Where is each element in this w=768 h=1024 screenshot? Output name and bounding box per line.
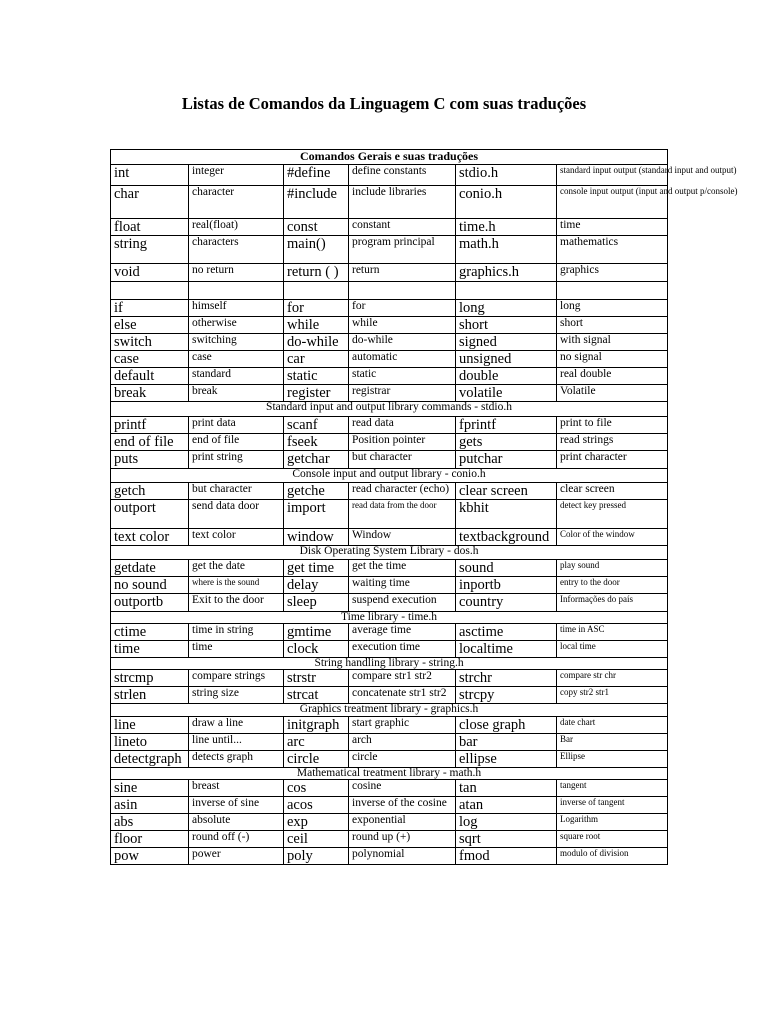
section-title: Standard input and output library commands - stdio.h bbox=[111, 402, 668, 417]
table-row bbox=[111, 831, 668, 848]
translation-3: long bbox=[557, 300, 668, 317]
command-1: puts bbox=[111, 451, 189, 469]
translation-2: program principal bbox=[349, 236, 456, 264]
translation-2: automatic bbox=[349, 351, 456, 368]
command-3: ellipse bbox=[456, 751, 557, 768]
translation-1: switching bbox=[189, 334, 284, 351]
table-row bbox=[111, 814, 668, 831]
command-3: kbhit bbox=[456, 500, 557, 529]
command-2: initgraph bbox=[284, 717, 349, 734]
translation-2: Position pointer bbox=[349, 434, 456, 451]
empty-cell bbox=[111, 282, 189, 300]
translation-3: play sound bbox=[557, 560, 668, 577]
translation-2: read data from the door bbox=[349, 500, 456, 529]
translation-2: cosine bbox=[349, 780, 456, 797]
table-row bbox=[111, 368, 668, 385]
command-2: getche bbox=[284, 483, 349, 500]
command-2: #include bbox=[284, 186, 349, 219]
translation-2: exponential bbox=[349, 814, 456, 831]
command-3: fprintf bbox=[456, 417, 557, 434]
command-1: printf bbox=[111, 417, 189, 434]
command-3: localtime bbox=[456, 641, 557, 658]
table-row bbox=[111, 334, 668, 351]
translation-3: Volatile bbox=[557, 385, 668, 402]
translation-2: static bbox=[349, 368, 456, 385]
table-row bbox=[111, 451, 668, 469]
translation-1: breast bbox=[189, 780, 284, 797]
table-row bbox=[111, 483, 668, 500]
section-row bbox=[111, 658, 668, 670]
translation-2: do-while bbox=[349, 334, 456, 351]
command-2: clock bbox=[284, 641, 349, 658]
command-1: getdate bbox=[111, 560, 189, 577]
command-2: acos bbox=[284, 797, 349, 814]
table-row bbox=[111, 670, 668, 687]
translation-2: define constants bbox=[349, 165, 456, 186]
translation-3: standard input output (standard input and output) bbox=[557, 165, 668, 186]
command-1: strcmp bbox=[111, 670, 189, 687]
translation-2: Window bbox=[349, 529, 456, 546]
translation-3: compare str chr bbox=[557, 670, 668, 687]
translation-3: Logarithm bbox=[557, 814, 668, 831]
command-2: arc bbox=[284, 734, 349, 751]
translation-3: modulo of division bbox=[557, 848, 668, 865]
translation-3: local time bbox=[557, 641, 668, 658]
translation-2: for bbox=[349, 300, 456, 317]
translation-1: no return bbox=[189, 264, 284, 282]
command-2: window bbox=[284, 529, 349, 546]
command-1: case bbox=[111, 351, 189, 368]
command-1: text color bbox=[111, 529, 189, 546]
section-title: Graphics treatment library - graphics.h bbox=[111, 704, 668, 717]
translation-3: clear screen bbox=[557, 483, 668, 500]
command-1: asin bbox=[111, 797, 189, 814]
table-row bbox=[111, 734, 668, 751]
command-2: ceil bbox=[284, 831, 349, 848]
translation-2: circle bbox=[349, 751, 456, 768]
command-1: outport bbox=[111, 500, 189, 529]
command-1: float bbox=[111, 219, 189, 236]
translation-2: start graphic bbox=[349, 717, 456, 734]
command-2: for bbox=[284, 300, 349, 317]
table-row bbox=[111, 594, 668, 612]
section-title: Console input and output library - conio.h bbox=[111, 469, 668, 483]
translation-3: Bar bbox=[557, 734, 668, 751]
table-row bbox=[111, 577, 668, 594]
command-2: get time bbox=[284, 560, 349, 577]
translation-1: where is the sound bbox=[189, 577, 284, 594]
translation-2: but character bbox=[349, 451, 456, 469]
command-3: math.h bbox=[456, 236, 557, 264]
command-3: inportb bbox=[456, 577, 557, 594]
command-3: unsigned bbox=[456, 351, 557, 368]
command-1: ctime bbox=[111, 624, 189, 641]
command-1: line bbox=[111, 717, 189, 734]
table-row bbox=[111, 434, 668, 451]
translation-2: waiting time bbox=[349, 577, 456, 594]
table-row bbox=[111, 751, 668, 768]
blank-row bbox=[111, 282, 668, 300]
command-2: sleep bbox=[284, 594, 349, 612]
translation-1: print data bbox=[189, 417, 284, 434]
command-1: outportb bbox=[111, 594, 189, 612]
command-1: time bbox=[111, 641, 189, 658]
table-row bbox=[111, 264, 668, 282]
table-row bbox=[111, 641, 668, 658]
table-row bbox=[111, 797, 668, 814]
command-2: poly bbox=[284, 848, 349, 865]
table-row bbox=[111, 165, 668, 186]
command-1: else bbox=[111, 317, 189, 334]
command-3: fmod bbox=[456, 848, 557, 865]
command-3: log bbox=[456, 814, 557, 831]
command-2: return ( ) bbox=[284, 264, 349, 282]
translation-3: read strings bbox=[557, 434, 668, 451]
translation-1: time in string bbox=[189, 624, 284, 641]
section-title: String handling library - string.h bbox=[111, 658, 668, 670]
command-1: string bbox=[111, 236, 189, 264]
command-3: asctime bbox=[456, 624, 557, 641]
command-1: getch bbox=[111, 483, 189, 500]
command-3: stdio.h bbox=[456, 165, 557, 186]
command-1: sine bbox=[111, 780, 189, 797]
translation-1: compare strings bbox=[189, 670, 284, 687]
command-1: pow bbox=[111, 848, 189, 865]
command-2: cos bbox=[284, 780, 349, 797]
translation-2: get the time bbox=[349, 560, 456, 577]
command-3: volatile bbox=[456, 385, 557, 402]
section-row bbox=[111, 546, 668, 560]
page-title: Listas de Comandos da Linguagem C com suas traduções bbox=[181, 94, 587, 113]
translation-2: arch bbox=[349, 734, 456, 751]
translation-1: send data door bbox=[189, 500, 284, 529]
translation-1: character bbox=[189, 186, 284, 219]
command-3: clear screen bbox=[456, 483, 557, 500]
translation-3: real double bbox=[557, 368, 668, 385]
table-row bbox=[111, 219, 668, 236]
translation-3: tangent bbox=[557, 780, 668, 797]
translation-1: line until... bbox=[189, 734, 284, 751]
command-3: short bbox=[456, 317, 557, 334]
command-3: double bbox=[456, 368, 557, 385]
command-1: strlen bbox=[111, 687, 189, 704]
command-3: strchr bbox=[456, 670, 557, 687]
translation-2: average time bbox=[349, 624, 456, 641]
command-2: while bbox=[284, 317, 349, 334]
translation-2: polynomial bbox=[349, 848, 456, 865]
table-row bbox=[111, 351, 668, 368]
command-1: abs bbox=[111, 814, 189, 831]
translation-3: square root bbox=[557, 831, 668, 848]
table-row bbox=[111, 236, 668, 264]
empty-cell bbox=[557, 282, 668, 300]
translation-3: date chart bbox=[557, 717, 668, 734]
command-1: detectgraph bbox=[111, 751, 189, 768]
table-row bbox=[111, 186, 668, 219]
translation-3: Ellipse bbox=[557, 751, 668, 768]
translation-2: round up (+) bbox=[349, 831, 456, 848]
translation-1: inverse of sine bbox=[189, 797, 284, 814]
command-3: conio.h bbox=[456, 186, 557, 219]
command-1: default bbox=[111, 368, 189, 385]
command-2: delay bbox=[284, 577, 349, 594]
translation-1: end of file bbox=[189, 434, 284, 451]
section-title: Time library - time.h bbox=[111, 612, 668, 624]
translation-2: registrar bbox=[349, 385, 456, 402]
translation-1: get the date bbox=[189, 560, 284, 577]
command-1: floor bbox=[111, 831, 189, 848]
translation-1: time bbox=[189, 641, 284, 658]
translation-3: time in ASC bbox=[557, 624, 668, 641]
command-3: signed bbox=[456, 334, 557, 351]
command-2: car bbox=[284, 351, 349, 368]
translation-3: copy str2 str1 bbox=[557, 687, 668, 704]
translation-1: absolute bbox=[189, 814, 284, 831]
table-row bbox=[111, 317, 668, 334]
translation-2: read character (echo) bbox=[349, 483, 456, 500]
translation-3: time bbox=[557, 219, 668, 236]
command-1: no sound bbox=[111, 577, 189, 594]
translation-1: otherwise bbox=[189, 317, 284, 334]
translation-1: real(float) bbox=[189, 219, 284, 236]
translation-1: case bbox=[189, 351, 284, 368]
table-row bbox=[111, 300, 668, 317]
command-2: getchar bbox=[284, 451, 349, 469]
command-2: scanf bbox=[284, 417, 349, 434]
translation-2: read data bbox=[349, 417, 456, 434]
translation-1: integer bbox=[189, 165, 284, 186]
command-3: tan bbox=[456, 780, 557, 797]
table-row bbox=[111, 717, 668, 734]
translation-2: suspend execution bbox=[349, 594, 456, 612]
translation-1: detects graph bbox=[189, 751, 284, 768]
command-3: putchar bbox=[456, 451, 557, 469]
translation-2: include libraries bbox=[349, 186, 456, 219]
translation-1: break bbox=[189, 385, 284, 402]
table-row bbox=[111, 417, 668, 434]
table-row bbox=[111, 529, 668, 546]
section-row bbox=[111, 704, 668, 717]
translation-2: compare str1 str2 bbox=[349, 670, 456, 687]
command-1: if bbox=[111, 300, 189, 317]
translation-2: while bbox=[349, 317, 456, 334]
empty-cell bbox=[284, 282, 349, 300]
command-3: close graph bbox=[456, 717, 557, 734]
section-row bbox=[111, 469, 668, 483]
table-row bbox=[111, 780, 668, 797]
translation-3: Informações do país bbox=[557, 594, 668, 612]
translation-2: constant bbox=[349, 219, 456, 236]
translation-1: print string bbox=[189, 451, 284, 469]
translation-3: Color of the window bbox=[557, 529, 668, 546]
command-3: sqrt bbox=[456, 831, 557, 848]
section-title: Mathematical treatment library - math.h bbox=[111, 768, 668, 780]
command-2: #define bbox=[284, 165, 349, 186]
table-header: Comandos Gerais e suas traduções bbox=[111, 150, 668, 165]
translation-3: graphics bbox=[557, 264, 668, 282]
translation-3: print to file bbox=[557, 417, 668, 434]
command-1: lineto bbox=[111, 734, 189, 751]
table-row bbox=[111, 560, 668, 577]
table-row bbox=[111, 687, 668, 704]
command-3: time.h bbox=[456, 219, 557, 236]
command-3: long bbox=[456, 300, 557, 317]
section-title: Disk Operating System Library - dos.h bbox=[111, 546, 668, 560]
command-2: gmtime bbox=[284, 624, 349, 641]
command-2: do-while bbox=[284, 334, 349, 351]
empty-cell bbox=[349, 282, 456, 300]
empty-cell bbox=[456, 282, 557, 300]
commands-table bbox=[110, 149, 738, 865]
translation-3: console input output (input and output p/console) bbox=[557, 186, 668, 219]
empty-cell bbox=[189, 282, 284, 300]
command-1: break bbox=[111, 385, 189, 402]
translation-3: detect key pressed bbox=[557, 500, 668, 529]
translation-2: inverse of the cosine bbox=[349, 797, 456, 814]
translation-1: draw a line bbox=[189, 717, 284, 734]
translation-1: string size bbox=[189, 687, 284, 704]
translation-3: no signal bbox=[557, 351, 668, 368]
translation-1: text color bbox=[189, 529, 284, 546]
section-row bbox=[111, 768, 668, 780]
translation-3: short bbox=[557, 317, 668, 334]
command-2: strstr bbox=[284, 670, 349, 687]
table-row bbox=[111, 624, 668, 641]
command-1: int bbox=[111, 165, 189, 186]
translation-3: mathematics bbox=[557, 236, 668, 264]
section-row bbox=[111, 612, 668, 624]
command-3: textbackground bbox=[456, 529, 557, 546]
translation-1: characters bbox=[189, 236, 284, 264]
table-row bbox=[111, 500, 668, 529]
command-1: char bbox=[111, 186, 189, 219]
command-1: switch bbox=[111, 334, 189, 351]
command-3: country bbox=[456, 594, 557, 612]
translation-3: entry to the door bbox=[557, 577, 668, 594]
command-2: circle bbox=[284, 751, 349, 768]
command-1: void bbox=[111, 264, 189, 282]
command-2: exp bbox=[284, 814, 349, 831]
command-2: const bbox=[284, 219, 349, 236]
translation-1: himself bbox=[189, 300, 284, 317]
command-2: strcat bbox=[284, 687, 349, 704]
translation-1: Exit to the door bbox=[189, 594, 284, 612]
translation-1: standard bbox=[189, 368, 284, 385]
command-3: strcpy bbox=[456, 687, 557, 704]
translation-1: round off (-) bbox=[189, 831, 284, 848]
command-3: graphics.h bbox=[456, 264, 557, 282]
translation-3: print character bbox=[557, 451, 668, 469]
command-1: end of file bbox=[111, 434, 189, 451]
translation-1: but character bbox=[189, 483, 284, 500]
translation-2: concatenate str1 str2 bbox=[349, 687, 456, 704]
command-2: static bbox=[284, 368, 349, 385]
translation-3: inverse of tangent bbox=[557, 797, 668, 814]
command-3: sound bbox=[456, 560, 557, 577]
command-3: gets bbox=[456, 434, 557, 451]
command-2: register bbox=[284, 385, 349, 402]
command-3: bar bbox=[456, 734, 557, 751]
command-3: atan bbox=[456, 797, 557, 814]
translation-3: with signal bbox=[557, 334, 668, 351]
section-row bbox=[111, 402, 668, 417]
table-row bbox=[111, 385, 668, 402]
translation-1: power bbox=[189, 848, 284, 865]
command-2: fseek bbox=[284, 434, 349, 451]
table-row bbox=[111, 848, 668, 865]
command-2: main() bbox=[284, 236, 349, 264]
translation-2: execution time bbox=[349, 641, 456, 658]
command-2: import bbox=[284, 500, 349, 529]
translation-2: return bbox=[349, 264, 456, 282]
